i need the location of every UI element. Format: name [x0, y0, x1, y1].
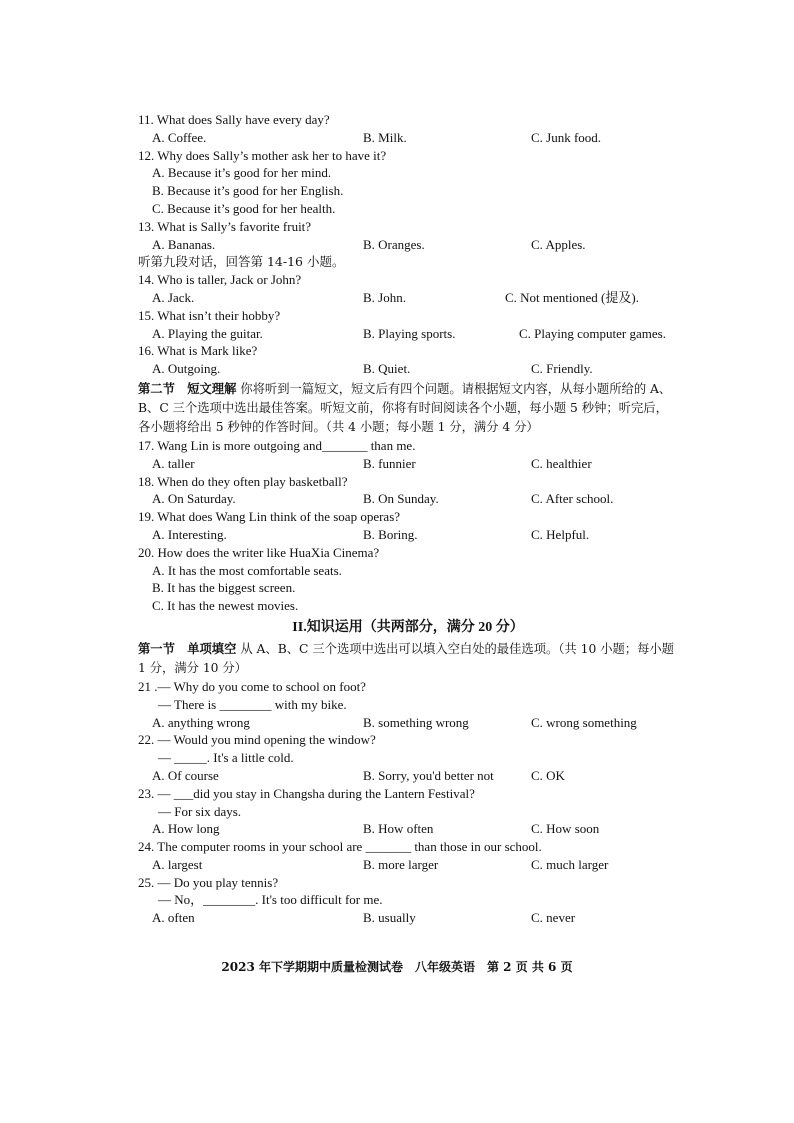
option-a: A. On Saturday. [152, 491, 236, 507]
question-stem: 25. — Do you play tennis? [138, 874, 279, 890]
option-c: C. much larger [531, 856, 609, 872]
answer-option: B. Because it’s good for her English. [152, 183, 344, 199]
option-a: A. Jack. [152, 289, 195, 305]
option-a: A. taller [152, 455, 195, 471]
question-stem: 19. What does Wang Lin think of the soap operas? [138, 509, 401, 525]
section1-instructions [138, 639, 678, 678]
question-stem: 21 .— Why do you come to school on foot? [138, 678, 366, 694]
option-a: A. Playing the guitar. [152, 325, 263, 341]
question-stem: 17. Wang Lin is more outgoing and_______ than me. [138, 437, 416, 453]
option-c: C. How soon [531, 821, 600, 837]
option-b: B. How often [363, 821, 434, 837]
option-c: C. Friendly. [531, 361, 593, 377]
section2-heading: 第二节 短文理解 [138, 380, 237, 396]
option-b: B. Milk. [363, 129, 407, 145]
listening-questions-11-16 [138, 111, 678, 378]
question-stem: 18. When do they often play basketball? [138, 473, 348, 489]
option-b: B. more larger [363, 856, 439, 872]
option-a: A. Coffee. [152, 129, 207, 145]
answer-option: A. It has the most comfortable seats. [152, 562, 342, 578]
option-c: C. Helpful. [531, 526, 590, 542]
grammar-questions-21-25 [138, 678, 678, 927]
section2-text: 你将听到一篇短文，短文后有四个问题。请根据短文内容，从每小题所给的 A、B、C 三个选项中选出最佳答案。听短文前，你将有时间阅读各个小题，每小题 5 秒钟；听完后，各小题将给出 5 秒钟的作答时间。（共 4 小题；每小题 1 分，满分 4 分） [138, 381, 672, 434]
option-c: C. After school. [531, 491, 614, 507]
question-stem: 13. What is Sally’s favorite fruit? [138, 218, 312, 234]
answer-options-row [138, 856, 678, 874]
option-b: B. Sorry, you'd better not [363, 767, 494, 783]
answer-option: A. Because it’s good for her mind. [152, 165, 332, 181]
answer-options-row [138, 129, 678, 147]
option-c: C. Junk food. [531, 129, 602, 145]
option-b: B. On Sunday. [363, 491, 439, 507]
question-stem: 12. Why does Sally’s mother ask her to have it? [138, 147, 387, 163]
question-stem: 20. How does the writer like HuaXia Cinema? [138, 544, 380, 560]
answer-options-row [138, 289, 678, 307]
listening-questions-17-20 [138, 437, 678, 615]
option-b: B. Playing sports. [363, 325, 456, 341]
answer-options-row [138, 360, 678, 378]
option-a: A. Of course [152, 767, 219, 783]
dialogue-line: — For six days. [158, 803, 242, 819]
answer-options-row [138, 767, 678, 785]
option-b: B. usually [363, 910, 416, 926]
dialogue-line: — _____. It's a little cold. [158, 750, 294, 766]
option-a: A. Interesting. [152, 526, 227, 542]
option-a: A. anything wrong [152, 714, 250, 730]
section1-text: 从 A、B、C 三个选项中选出可以填入空白处的最佳选项。（共 10 小题；每小题 1 分，满分 10 分） [138, 641, 674, 675]
question-stem: 24. The computer rooms in your school are _______ than those in our school. [138, 839, 542, 855]
option-b: B. Boring. [363, 526, 418, 542]
answer-options-row [138, 455, 678, 473]
answer-options-row [138, 236, 678, 254]
option-a: A. often [152, 910, 195, 926]
option-b: B. Quiet. [363, 361, 411, 377]
dialogue-line: — There is ________ with my bike. [158, 696, 347, 712]
option-a: A. How long [152, 821, 220, 837]
exam-content [138, 111, 678, 927]
option-b: B. Oranges. [363, 236, 425, 252]
option-b: B. something wrong [363, 714, 469, 730]
answer-options-row [138, 909, 678, 927]
question-stem: 16. What is Mark like? [138, 343, 258, 359]
answer-options-row [138, 490, 678, 508]
question-stem: 14. Who is taller, Jack or John? [138, 272, 302, 288]
part2-title: II.知识运用（共两部分，满分 20 分） [292, 619, 524, 635]
answer-options-row [138, 714, 678, 732]
section2-instructions [138, 379, 678, 437]
section1-heading: 第一节 单项填空 [138, 640, 237, 656]
option-a: A. Bananas. [152, 236, 216, 252]
listening-instruction: 听第九段对话，回答第 14-16 小题。 [138, 254, 345, 270]
answer-options-row [138, 325, 678, 343]
option-c: C. wrong something [531, 714, 637, 730]
answer-options-row [138, 526, 678, 544]
page-footer: 2023 年下学期期中质量检测试卷 八年级英语 第 2 页 共 6 页 [221, 960, 573, 974]
question-stem: 23. — ___did you stay in Changsha during the Lantern Festival? [138, 785, 475, 801]
option-a: A. Outgoing. [152, 361, 221, 377]
option-c: C. OK [531, 767, 565, 783]
option-c: C. healthier [531, 455, 592, 471]
answer-option: B. It has the biggest screen. [152, 580, 296, 596]
dialogue-line: — No，________. It's too difficult for me. [158, 892, 383, 908]
option-c: C. Not mentioned (提及). [505, 289, 639, 305]
question-stem: 15. What isn’t their hobby? [138, 307, 281, 323]
question-stem: 22. — Would you mind opening the window? [138, 732, 376, 748]
option-c: C. never [531, 910, 576, 926]
option-c: C. Apples. [531, 236, 586, 252]
answer-options-row [138, 820, 678, 838]
option-b: B. funnier [363, 455, 416, 471]
question-stem: 11. What does Sally have every day? [138, 112, 330, 127]
option-a: A. largest [152, 856, 203, 872]
option-b: B. John. [363, 289, 406, 305]
answer-option: C. It has the newest movies. [152, 598, 299, 614]
answer-option: C. Because it’s good for her health. [152, 200, 336, 216]
option-c: C. Playing computer games. [519, 325, 666, 341]
